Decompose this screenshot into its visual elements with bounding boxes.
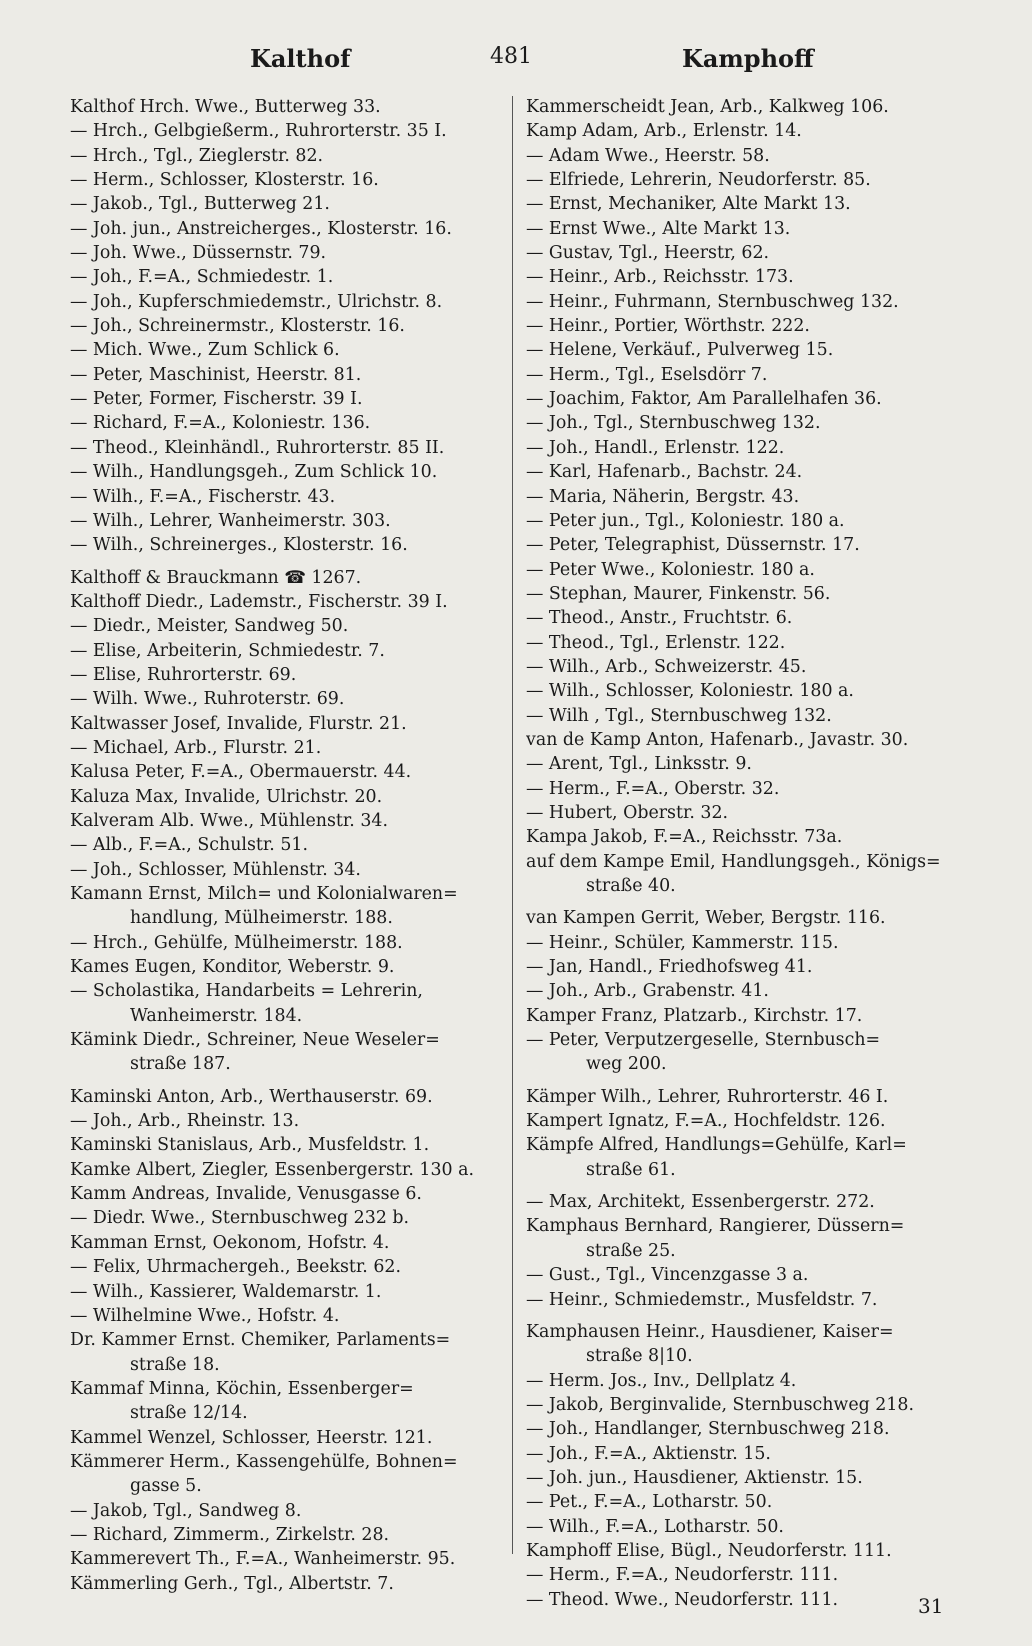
directory-entry: — Joachim, Faktor, Am Parallelhafen 36. <box>526 389 882 410</box>
directory-entry: — Pet., F.=A., Lotharstr. 50. <box>526 1492 773 1513</box>
directory-entry: — Diedr., Meister, Sandweg 50. <box>70 616 349 637</box>
directory-entry: Kämink Diedr., Schreiner, Neue Weseler= <box>70 1030 440 1051</box>
directory-entry: Kamp Adam, Arb., Erlenstr. 14. <box>526 121 802 142</box>
directory-entry: — Joh., Arb., Rheinstr. 13. <box>70 1111 300 1132</box>
directory-entry: — Diedr. Wwe., Sternbuschweg 232 b. <box>70 1208 410 1229</box>
directory-entry: — Herm., Tgl., Eselsdörr 7. <box>526 364 768 385</box>
directory-entry: Kamper Franz, Platzarb., Kirchstr. 17. <box>526 1005 863 1026</box>
directory-entry: Kämpfe Alfred, Handlungs=Gehülfe, Karl= <box>526 1135 907 1156</box>
directory-entry: — Joh., Handl., Erlenstr. 122. <box>526 437 785 458</box>
directory-entry: Kalusa Peter, F.=A., Obermauerstr. 44. <box>70 762 412 783</box>
header-left-keyword: Kalthof <box>250 44 351 73</box>
directory-entry: — Wilh , Tgl., Sternbuschweg 132. <box>526 705 832 726</box>
directory-entry: — Wilh., Handlungsgeh., Zum Schlick 10. <box>70 462 438 483</box>
directory-entry: — Scholastika, Handarbeits = Lehrerin, <box>70 981 423 1002</box>
directory-entry: Kamman Ernst, Oekonom, Hofstr. 4. <box>70 1232 390 1253</box>
directory-entry: — Elise, Arbeiterin, Schmiedestr. 7. <box>70 640 385 661</box>
directory-entry: — Joh., F.=A., Aktienstr. 15. <box>526 1443 771 1464</box>
directory-entry: handlung, Mülheimerstr. 188. <box>130 908 393 929</box>
directory-entry: — Joh., Handlanger, Sternbuschweg 218. <box>526 1419 890 1440</box>
directory-entry: Kämper Wilh., Lehrer, Ruhrorterstr. 46 I. <box>526 1086 889 1107</box>
directory-entry: — Heinr., Portier, Wörthstr. 222. <box>526 316 810 337</box>
directory-entry: — Gust., Tgl., Vincenzgasse 3 a. <box>526 1265 809 1286</box>
directory-entry: — Wilh., F.=A., Lotharstr. 50. <box>526 1516 784 1537</box>
directory-entry: — Herm., Schlosser, Klosterstr. 16. <box>70 170 379 191</box>
directory-entry: — Wilh., Kassierer, Waldemarstr. 1. <box>70 1281 382 1302</box>
directory-entry: Kämmerling Gerh., Tgl., Albertstr. 7. <box>70 1573 394 1594</box>
directory-entry: — Mich. Wwe., Zum Schlick 6. <box>70 340 340 361</box>
directory-entry: van de Kamp Anton, Hafenarb., Javastr. 30. <box>526 729 909 750</box>
directory-entry: Kaminski Anton, Arb., Werthauserstr. 69. <box>70 1086 433 1107</box>
right-column <box>526 95 981 1612</box>
left-column <box>70 95 500 1596</box>
directory-entry: — Peter Wwe., Koloniestr. 180 a. <box>526 559 815 580</box>
directory-entry: — Karl, Hafenarb., Bachstr. 24. <box>526 462 803 483</box>
directory-entry: — Wilh. Wwe., Ruhroterstr. 69. <box>70 689 345 710</box>
directory-entry: — Theod., Kleinhändl., Ruhrorterstr. 85 II. <box>70 437 445 458</box>
directory-entry: straße 8|10. <box>586 1346 693 1367</box>
directory-entry: Kämmerer Herm., Kassengehülfe, Bohnen= <box>70 1451 458 1472</box>
directory-entry: — Stephan, Maurer, Finkenstr. 56. <box>526 583 831 604</box>
directory-entry: — Wilhelmine Wwe., Hofstr. 4. <box>70 1305 340 1326</box>
directory-entry: — Adam Wwe., Heerstr. 58. <box>526 145 770 166</box>
directory-entry: Kalthof Hrch. Wwe., Butterweg 33. <box>70 97 381 117</box>
directory-entry: — Herm. Jos., Inv., Dellplatz 4. <box>526 1370 797 1391</box>
directory-entry: van Kampen Gerrit, Weber, Bergstr. 116. <box>526 908 886 929</box>
directory-entry: — Joh. Wwe., Düssernstr. 79. <box>70 243 327 264</box>
directory-entry: — Peter, Telegraphist, Düssernstr. 17. <box>526 535 860 556</box>
directory-entry: — Gustav, Tgl., Heerstr, 62. <box>526 243 770 264</box>
column-divider <box>512 96 513 1554</box>
directory-entry: — Wilh., Arb., Schweizerstr. 45. <box>526 656 807 677</box>
directory-entry: — Wilh., Schlosser, Koloniestr. 180 a. <box>526 681 854 702</box>
directory-entry: — Heinr., Arb., Reichsstr. 173. <box>526 267 794 288</box>
directory-entry: — Theod. Wwe., Neudorferstr. 111. <box>526 1589 839 1610</box>
directory-entry: — Theod., Anstr., Fruchtstr. 6. <box>526 608 793 629</box>
directory-entry: — Hrch., Gehülfe, Mülheimerstr. 188. <box>70 932 403 953</box>
directory-entry: Kamphausen Heinr., Hausdiener, Kaiser= <box>526 1321 894 1342</box>
directory-entry: — Max, Architekt, Essenbergerstr. 272. <box>526 1192 875 1213</box>
directory-entry: straße 61. <box>586 1159 676 1180</box>
directory-entry: — Joh. jun., Hausdiener, Aktienstr. 15. <box>526 1467 863 1488</box>
directory-entry: Kammaf Minna, Köchin, Essenberger= <box>70 1378 414 1399</box>
directory-entry: Kamphoff Elise, Bügl., Neudorferstr. 111. <box>526 1540 892 1561</box>
directory-entry: weg 200. <box>586 1054 667 1075</box>
directory-entry: Kampert Ignatz, F.=A., Hochfeldstr. 126. <box>526 1111 886 1132</box>
directory-entry: — Heinr., Schmiedemstr., Musfeldstr. 7. <box>526 1289 878 1310</box>
directory-entry: Kammerevert Th., F.=A., Wanheimerstr. 95. <box>70 1549 456 1570</box>
directory-entry: Kamke Albert, Ziegler, Essenbergerstr. 130 a. <box>70 1159 474 1180</box>
directory-entry: — Arent, Tgl., Linksstr. 9. <box>526 754 752 775</box>
directory-entry: gasse 5. <box>130 1476 202 1497</box>
directory-entry: straße 18. <box>130 1354 220 1375</box>
directory-entry: — Wilh., Schreinerges., Klosterstr. 16. <box>70 535 408 556</box>
directory-entry: Dr. Kammer Ernst. Chemiker, Parlaments= <box>70 1330 451 1351</box>
directory-entry: straße 40. <box>586 876 676 896</box>
directory-entry: Kammel Wenzel, Schlosser, Heerstr. 121. <box>70 1427 433 1448</box>
directory-entry: Kalthoff Diedr., Lademstr., Fischerstr. 39 I. <box>70 591 448 612</box>
directory-entry: — Joh., Kupferschmiedemstr., Ulrichstr. 8. <box>70 291 443 312</box>
directory-entry: — Hrch., Tgl., Zieglerstr. 82. <box>70 145 324 166</box>
directory-entry: — Ernst Wwe., Alte Markt 13. <box>526 218 791 239</box>
directory-entry: — Maria, Näherin, Bergstr. 43. <box>526 486 800 507</box>
directory-entry: — Wilh., F.=A., Fischerstr. 43. <box>70 486 336 507</box>
directory-entry: — Peter, Verputzergeselle, Sternbusch= <box>526 1030 881 1051</box>
directory-entry: Kaminski Stanislaus, Arb., Musfeldstr. 1. <box>70 1135 430 1156</box>
directory-entry: — Richard, F.=A., Koloniestr. 136. <box>70 413 371 434</box>
directory-entry: — Peter jun., Tgl., Koloniestr. 180 a. <box>526 510 845 531</box>
directory-entry: Kaltwasser Josef, Invalide, Flurstr. 21. <box>70 713 407 734</box>
directory-entry: — Helene, Verkäuf., Pulverweg 15. <box>526 340 834 361</box>
directory-entry: — Hrch., Gelbgießerm., Ruhrorterstr. 35 I. <box>70 121 447 142</box>
directory-entry: — Joh., Tgl., Sternbuschweg 132. <box>526 413 821 434</box>
directory-entry: — Felix, Uhrmachergeh., Beekstr. 62. <box>70 1257 402 1278</box>
directory-entry: — Heinr., Fuhrmann, Sternbuschweg 132. <box>526 291 899 312</box>
directory-entry: — Joh., Schreinermstr., Klosterstr. 16. <box>70 316 405 337</box>
directory-entry: — Hubert, Oberstr. 32. <box>526 802 729 823</box>
page-header <box>0 44 1032 80</box>
directory-entry: — Wilh., Lehrer, Wanheimerstr. 303. <box>70 510 391 531</box>
directory-entry: — Heinr., Schüler, Kammerstr. 115. <box>526 932 839 953</box>
directory-entry: — Michael, Arb., Flurstr. 21. <box>70 737 322 758</box>
directory-entry: — Alb., F.=A., Schulstr. 51. <box>70 835 308 856</box>
directory-entry: — Jakob., Tgl., Butterweg 21. <box>70 194 330 215</box>
header-right-keyword: Kamphoff <box>682 44 814 73</box>
directory-entry: — Jan, Handl., Friedhofsweg 41. <box>526 957 813 978</box>
directory-entry: — Peter, Maschinist, Heerstr. 81. <box>70 364 362 385</box>
directory-entry: — Richard, Zimmerm., Zirkelstr. 28. <box>70 1524 390 1545</box>
directory-entry: auf dem Kampe Emil, Handlungsgeh., Königs= <box>526 851 941 872</box>
directory-entry: Kamm Andreas, Invalide, Venusgasse 6. <box>70 1184 422 1205</box>
directory-entry: Kalveram Alb. Wwe., Mühlenstr. 34. <box>70 810 388 831</box>
directory-entry: — Herm., F.=A., Neudorferstr. 111. <box>526 1565 839 1586</box>
directory-entry: — Peter, Former, Fischerstr. 39 I. <box>70 389 363 410</box>
directory-entry: — Elfriede, Lehrerin, Neudorferstr. 85. <box>526 170 871 191</box>
directory-entry: straße 12/14. <box>130 1403 248 1424</box>
directory-entry: — Ernst, Mechaniker, Alte Markt 13. <box>526 194 851 215</box>
directory-entry: Kalthoff & Brauckmann ☎ 1267. <box>70 567 362 588</box>
directory-entry: Kaluza Max, Invalide, Ulrichstr. 20. <box>70 786 383 807</box>
directory-entry: Kampa Jakob, F.=A., Reichsstr. 73a. <box>526 827 843 848</box>
directory-entry: Kames Eugen, Konditor, Weberstr. 9. <box>70 957 395 978</box>
directory-entry: Kamphaus Bernhard, Rangierer, Düssern= <box>526 1216 905 1237</box>
directory-entry: — Joh., F.=A., Schmiedestr. 1. <box>70 267 334 288</box>
directory-entry: — Joh., Arb., Grabenstr. 41. <box>526 981 769 1002</box>
directory-entry: — Jakob, Berginvalide, Sternbuschweg 218. <box>526 1394 914 1415</box>
directory-entry: — Theod., Tgl., Erlenstr. 122. <box>526 632 786 653</box>
directory-entry: Wanheimerstr. 184. <box>130 1005 303 1026</box>
directory-entry: straße 187. <box>130 1054 231 1075</box>
signature-mark: 31 <box>918 1594 944 1618</box>
directory-entry: — Joh., Schlosser, Mühlenstr. 34. <box>70 859 361 880</box>
directory-entry: — Herm., F.=A., Oberstr. 32. <box>526 778 780 799</box>
directory-entry: — Joh. jun., Anstreicherges., Klosterstr. 16. <box>70 218 452 239</box>
directory-entry: — Jakob, Tgl., Sandweg 8. <box>70 1500 302 1521</box>
directory-entry: Kamann Ernst, Milch= und Kolonialwaren= <box>70 884 458 904</box>
directory-entry: — Elise, Ruhrorterstr. 69. <box>70 664 297 685</box>
directory-entry: straße 25. <box>586 1240 676 1261</box>
page-number: 481 <box>490 44 532 69</box>
directory-entry: Kammerscheidt Jean, Arb., Kalkweg 106. <box>526 97 889 117</box>
